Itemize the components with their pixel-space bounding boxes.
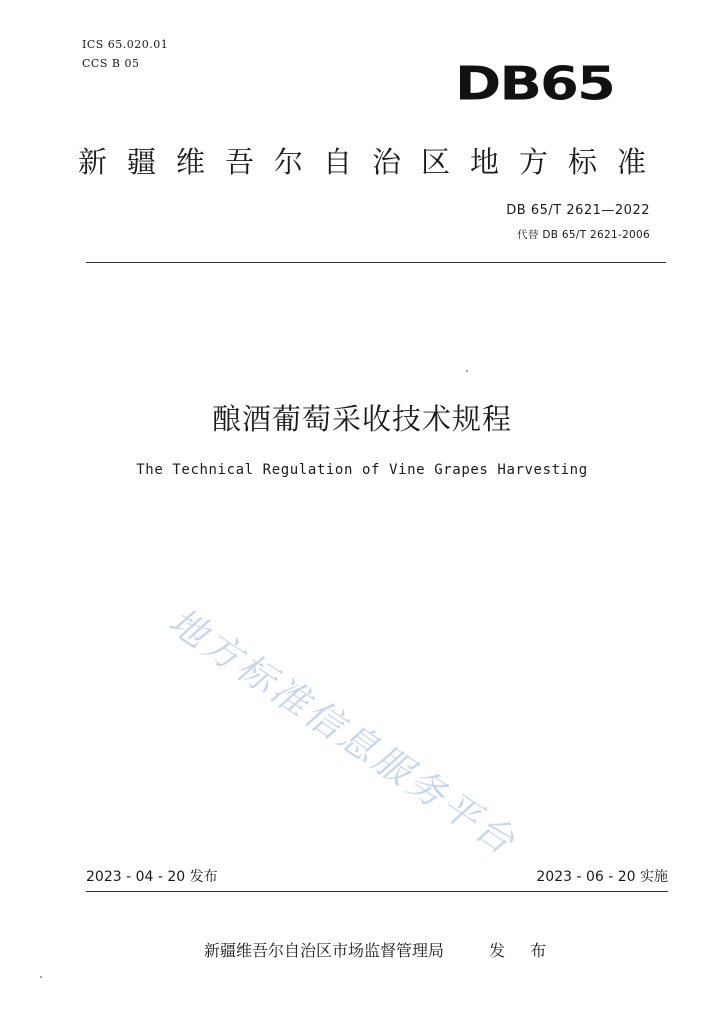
document-title-english: The Technical Regulation of Vine Grapes Harvesting <box>136 462 588 478</box>
publish-label: 发 布 <box>489 941 557 960</box>
standard-type-heading: 新疆维吾尔自治区地方标准 <box>78 145 667 179</box>
ics-code: ICS 65.020.01 <box>82 38 169 51</box>
publisher-name: 新疆维吾尔自治区市场监督管理局 <box>204 941 445 960</box>
document-title-chinese: 酿酒葡萄采收技术规程 <box>211 402 512 436</box>
replaces-code: 代替 DB 65/T 2621-2006 <box>517 229 650 241</box>
standard-code: DB 65/T 2621—2022 <box>506 203 650 218</box>
ccs-code: CCS B 05 <box>82 57 140 70</box>
top-divider <box>86 262 666 263</box>
implement-date: 2023 - 06 - 20 实施 <box>536 869 668 885</box>
publish-date: 2023 - 04 - 20 发布 <box>86 869 218 885</box>
scan-speck <box>466 370 468 372</box>
bottom-divider <box>86 891 668 892</box>
db65-logo: DB65 <box>454 57 614 112</box>
watermark-text: 地方标准信息服务平台 <box>160 599 525 865</box>
scan-speck <box>40 976 42 978</box>
